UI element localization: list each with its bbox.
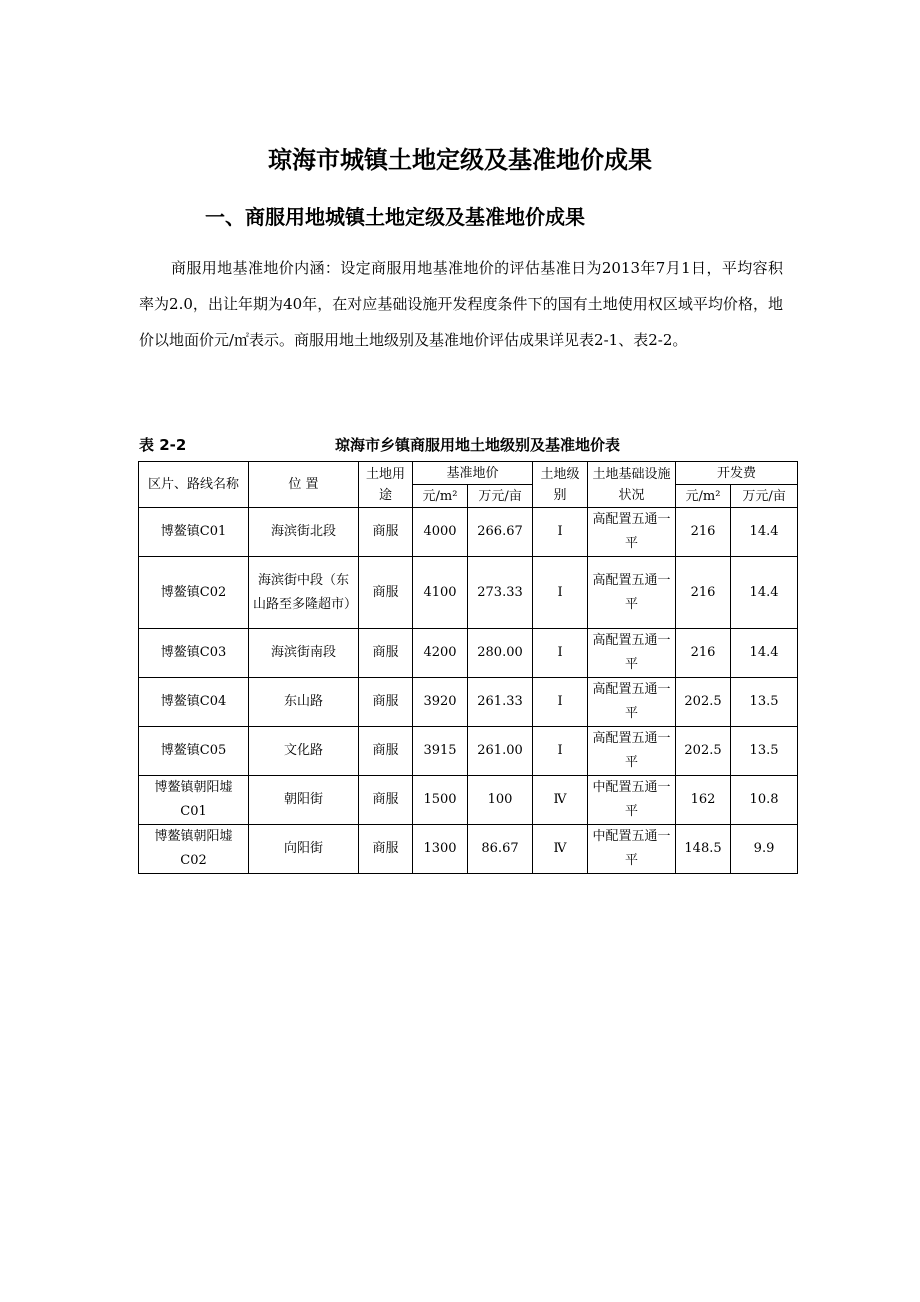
table-label: 表 2-2 xyxy=(139,436,187,454)
land-price-table xyxy=(138,461,798,874)
cell-dev-mu: 14.4 xyxy=(731,557,798,629)
cell-location: 东山路 xyxy=(249,678,359,727)
header-location: 位 置 xyxy=(249,462,359,508)
cell-location: 海滨街北段 xyxy=(249,508,359,557)
table-row xyxy=(139,629,798,678)
cell-use: 商服 xyxy=(359,727,413,776)
cell-price-mu: 261.00 xyxy=(468,727,533,776)
cell-location: 文化路 xyxy=(249,727,359,776)
cell-dev-mu: 13.5 xyxy=(731,678,798,727)
cell-grade: Ⅳ xyxy=(533,776,588,825)
cell-infra: 高配置五通一平 xyxy=(588,727,676,776)
cell-grade: Ⅰ xyxy=(533,508,588,557)
cell-use: 商服 xyxy=(359,508,413,557)
cell-price-mu: 86.67 xyxy=(468,825,533,874)
cell-infra: 中配置五通一平 xyxy=(588,776,676,825)
cell-dev-m2: 202.5 xyxy=(676,678,731,727)
cell-dev-m2: 216 xyxy=(676,557,731,629)
cell-zone: 博鳌镇C04 xyxy=(139,678,249,727)
cell-grade: Ⅰ xyxy=(533,557,588,629)
header-land-use: 土地用途 xyxy=(359,462,413,508)
cell-price-mu: 261.33 xyxy=(468,678,533,727)
cell-dev-mu: 10.8 xyxy=(731,776,798,825)
cell-infra: 高配置五通一平 xyxy=(588,678,676,727)
header-grade: 土地级别 xyxy=(533,462,588,508)
header-base-price: 基准地价 xyxy=(413,462,533,485)
table-row xyxy=(139,825,798,874)
cell-price-m2: 1300 xyxy=(413,825,468,874)
cell-zone: 博鳌镇C02 xyxy=(139,557,249,629)
cell-dev-m2: 148.5 xyxy=(676,825,731,874)
cell-dev-m2: 216 xyxy=(676,629,731,678)
header-price-unit-mu: 万元/亩 xyxy=(468,485,533,508)
intro-paragraph: 商服用地基准地价内涵：设定商服用地基准地价的评估基准日为2013年7月1日，平均容积率为2.0，出让年期为40年，在对应基础设施开发程度条件下的国有土地使用权区域平均价格，地价以地面价元/㎡表示。商服用地土地级别及基准地价评估成果详见表2-1、表2-2。 xyxy=(139,259,783,349)
page-title: 琼海市城镇土地定级及基准地价成果 xyxy=(268,146,652,174)
cell-location: 朝阳街 xyxy=(249,776,359,825)
cell-dev-m2: 162 xyxy=(676,776,731,825)
header-dev-unit-m2: 元/m² xyxy=(676,485,731,508)
table-row xyxy=(139,727,798,776)
cell-dev-mu: 9.9 xyxy=(731,825,798,874)
cell-price-mu: 280.00 xyxy=(468,629,533,678)
cell-use: 商服 xyxy=(359,825,413,874)
table-caption: 琼海市乡镇商服用地土地级别及基准地价表 xyxy=(335,436,621,454)
cell-zone: 博鳌镇朝阳墟C02 xyxy=(139,825,249,874)
cell-price-m2: 3920 xyxy=(413,678,468,727)
cell-use: 商服 xyxy=(359,678,413,727)
cell-zone: 博鳌镇朝阳墟C01 xyxy=(139,776,249,825)
cell-location: 海滨街中段（东山路至多隆超市） xyxy=(249,557,359,629)
cell-zone: 博鳌镇C01 xyxy=(139,508,249,557)
cell-price-m2: 4100 xyxy=(413,557,468,629)
table-row xyxy=(139,776,798,825)
header-zone: 区片、路线名称 xyxy=(139,462,249,508)
cell-zone: 博鳌镇C05 xyxy=(139,727,249,776)
cell-infra: 高配置五通一平 xyxy=(588,508,676,557)
cell-infra: 高配置五通一平 xyxy=(588,629,676,678)
cell-grade: Ⅰ xyxy=(533,629,588,678)
header-dev-cost: 开发费 xyxy=(676,462,798,485)
cell-location: 海滨街南段 xyxy=(249,629,359,678)
header-infrastructure: 土地基础设施状况 xyxy=(588,462,676,508)
table-row xyxy=(139,508,798,557)
cell-infra: 中配置五通一平 xyxy=(588,825,676,874)
cell-use: 商服 xyxy=(359,776,413,825)
section-title: 一、商服用地城镇土地定级及基准地价成果 xyxy=(205,205,585,229)
header-price-unit-m2: 元/m² xyxy=(413,485,468,508)
cell-dev-m2: 216 xyxy=(676,508,731,557)
header-dev-unit-mu: 万元/亩 xyxy=(731,485,798,508)
cell-location: 向阳街 xyxy=(249,825,359,874)
cell-grade: Ⅰ xyxy=(533,727,588,776)
table-row xyxy=(139,557,798,629)
cell-dev-mu: 13.5 xyxy=(731,727,798,776)
cell-dev-m2: 202.5 xyxy=(676,727,731,776)
cell-grade: Ⅳ xyxy=(533,825,588,874)
cell-zone: 博鳌镇C03 xyxy=(139,629,249,678)
cell-price-m2: 1500 xyxy=(413,776,468,825)
cell-use: 商服 xyxy=(359,629,413,678)
table-row xyxy=(139,678,798,727)
cell-price-mu: 273.33 xyxy=(468,557,533,629)
cell-price-mu: 266.67 xyxy=(468,508,533,557)
cell-price-m2: 4200 xyxy=(413,629,468,678)
cell-grade: Ⅰ xyxy=(533,678,588,727)
cell-dev-mu: 14.4 xyxy=(731,629,798,678)
cell-price-m2: 3915 xyxy=(413,727,468,776)
cell-price-m2: 4000 xyxy=(413,508,468,557)
cell-dev-mu: 14.4 xyxy=(731,508,798,557)
cell-infra: 高配置五通一平 xyxy=(588,557,676,629)
cell-price-mu: 100 xyxy=(468,776,533,825)
cell-use: 商服 xyxy=(359,557,413,629)
